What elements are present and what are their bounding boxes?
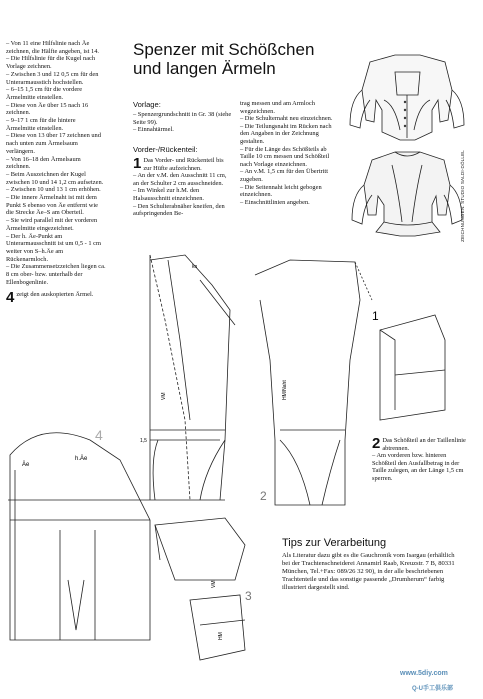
list-item: – Die Schulternaht neu einzeichnen.	[240, 115, 333, 123]
watermark-club: Q-U手工俱乐部	[412, 686, 453, 692]
bodice-draft	[150, 255, 372, 505]
watermark-url: www.5diy.com	[400, 670, 448, 677]
list-item: trag messen und am Armloch wegzeichnen.	[240, 100, 315, 115]
tips-body: Als Literatur dazu gibt es die Gauchronik vom Isargau (erhältlich bei der Trachtenschneiderei Annamirl Raab, Kreuzstr. 7 B, 80331 München, Tel.+Fax: 089/26 32 90), in der alle beschriebenen Trachtenteile und das sonstige passende „Drumherum“ farbig illustriert dargestellt sind.	[282, 552, 455, 591]
label-step-4: 4	[95, 427, 103, 443]
instruction-line: – Zwischen 3 und 12 0,5 cm für den Unterarmausstich hochstellen.	[6, 70, 99, 86]
instruction-line: – Von 11 eine Hilfslinie nach Äe zeichnen, die Hälfte angeben, ist 14.	[6, 40, 99, 55]
instruction-line: – Zwischen 10 und 13 1 cm erhöhen.	[6, 186, 101, 194]
tips-heading: Tips zur Verarbeitung	[282, 537, 387, 549]
instruction-line: – Von 16–18 den Ärmelsaum zeichnen.	[6, 155, 81, 171]
sleeve-cap-detail	[380, 315, 445, 420]
label-ae: Äe	[22, 462, 30, 468]
instruction-line: – Sie wird parallel mit der vorderen Ärmelmitte eingezeichnet.	[6, 217, 98, 232]
label-hm: HM/Naht	[282, 380, 288, 400]
list-item: – Spenzergrundschnitt in Gr. 38 (siehe Seite 99).	[133, 111, 232, 126]
drawing-credit: ZEICHNUNGEN: STUDIO SALDI-DÖLLEL	[460, 150, 465, 242]
label-hae: h.Äe	[75, 456, 88, 462]
instruction-line: – Die Zusammensetzzeichen liegen ca. 8 cm ober- bzw. unterhalb der Ellenbogenlinie.	[6, 263, 106, 286]
step-number: 2	[372, 435, 381, 452]
instruction-line: – 6–15 1,5 cm für die vordere Ärmelmitte einstellen.	[6, 86, 83, 101]
list-item: – Für die Länge des Schößteils ab Taille 10 cm messen und Schößteil nach Vorlage einzeichnen.	[240, 145, 330, 168]
label-step-1: 1	[372, 309, 379, 323]
list-item: – Die Seitennaht leicht gebogen einzeichnen.	[240, 183, 322, 199]
label-kn: kn	[192, 264, 198, 270]
page-title: Spenzer mit Schößchen und langen Ärmeln	[133, 40, 315, 78]
vorderteil-heading: Vorder-/Rückenteil:	[133, 145, 198, 154]
label-vm-2: VM	[211, 580, 217, 588]
label-step-2: 2	[260, 489, 267, 503]
list-item: – An der v.M. den Ausschnitt 11 cm, an der Schulter 2 cm ausschneiden.	[133, 172, 227, 187]
list-item: – Im Winkel zur h.M. den Halsausschnitt einzeichnen.	[133, 187, 204, 202]
step-number: 4	[6, 288, 15, 306]
list-item-text: Das Vorder- und Rückenteil bis zur Hüfte aufzeichnen.	[143, 157, 224, 172]
instruction-line: – Diese von 13 über 17 zeichnen und nach unten zum Ärmelsaum verlängern.	[6, 132, 101, 155]
vorlage-heading: Vorlage:	[133, 100, 161, 109]
list-item: – Einnahtärmel.	[133, 126, 174, 134]
instruction-line: – Der h. Äe-Punkt am Unterarmausschnitt ist um 0,5 - 1 cm weiter von S–h.Äe am Rückenarmloch.	[6, 232, 101, 263]
list-item-text: Das Schößteil an der Taillenlinie abtrennen.	[382, 437, 466, 452]
label-hm-2: HM	[218, 632, 224, 640]
list-item: – An v.M. 1,5 cm für den Übertritt zugeben.	[240, 168, 328, 183]
list-item: – Die Teilungsnaht im Rücken nach den Angaben in der Zeichnung gestalten.	[240, 122, 332, 145]
label-vm: VM	[161, 392, 167, 400]
list-item: – Den Schulterabnäher kneifen, den aufspringenden Be-	[133, 202, 225, 218]
jacket-back-illustration	[352, 152, 462, 236]
instruction-line: – Die Hilfslinie für die Kugel nach Vorlage zeichnen.	[6, 55, 96, 71]
jacket-front-illustration	[350, 55, 464, 140]
list-item: – Einschnittlinien angeben.	[240, 198, 310, 206]
instruction-line: – 9–17 1 cm für die hintere Ärmelmitte einstellen.	[6, 117, 76, 132]
label-step-2b: 3	[245, 589, 252, 603]
step-number: 1	[133, 155, 142, 172]
instruction-line: – Diese von Äe über 15 nach 16 zeichnen.	[6, 101, 89, 117]
label-1-5: 1,5	[140, 438, 147, 444]
instruction-line: – Die innere Ärmelnaht ist mit dem Punkt S ebenso von Äe entfernt wie die Strecke Äe–S am Oberteil.	[6, 194, 98, 217]
list-item: – Am vorderen bzw. hinteren Schößteil den Ausfallbetrag in der Taille zulegen, an der Länge 1,5 cm sperren.	[372, 452, 464, 482]
peplum-pieces	[155, 518, 245, 660]
step-4-text: zeigt den auskopierten Ärmel.	[16, 290, 94, 298]
instruction-line: – Beim Auszeichnen der Kugel zwischen 10 und 14 1,2 cm aufsetzen.	[6, 170, 104, 186]
